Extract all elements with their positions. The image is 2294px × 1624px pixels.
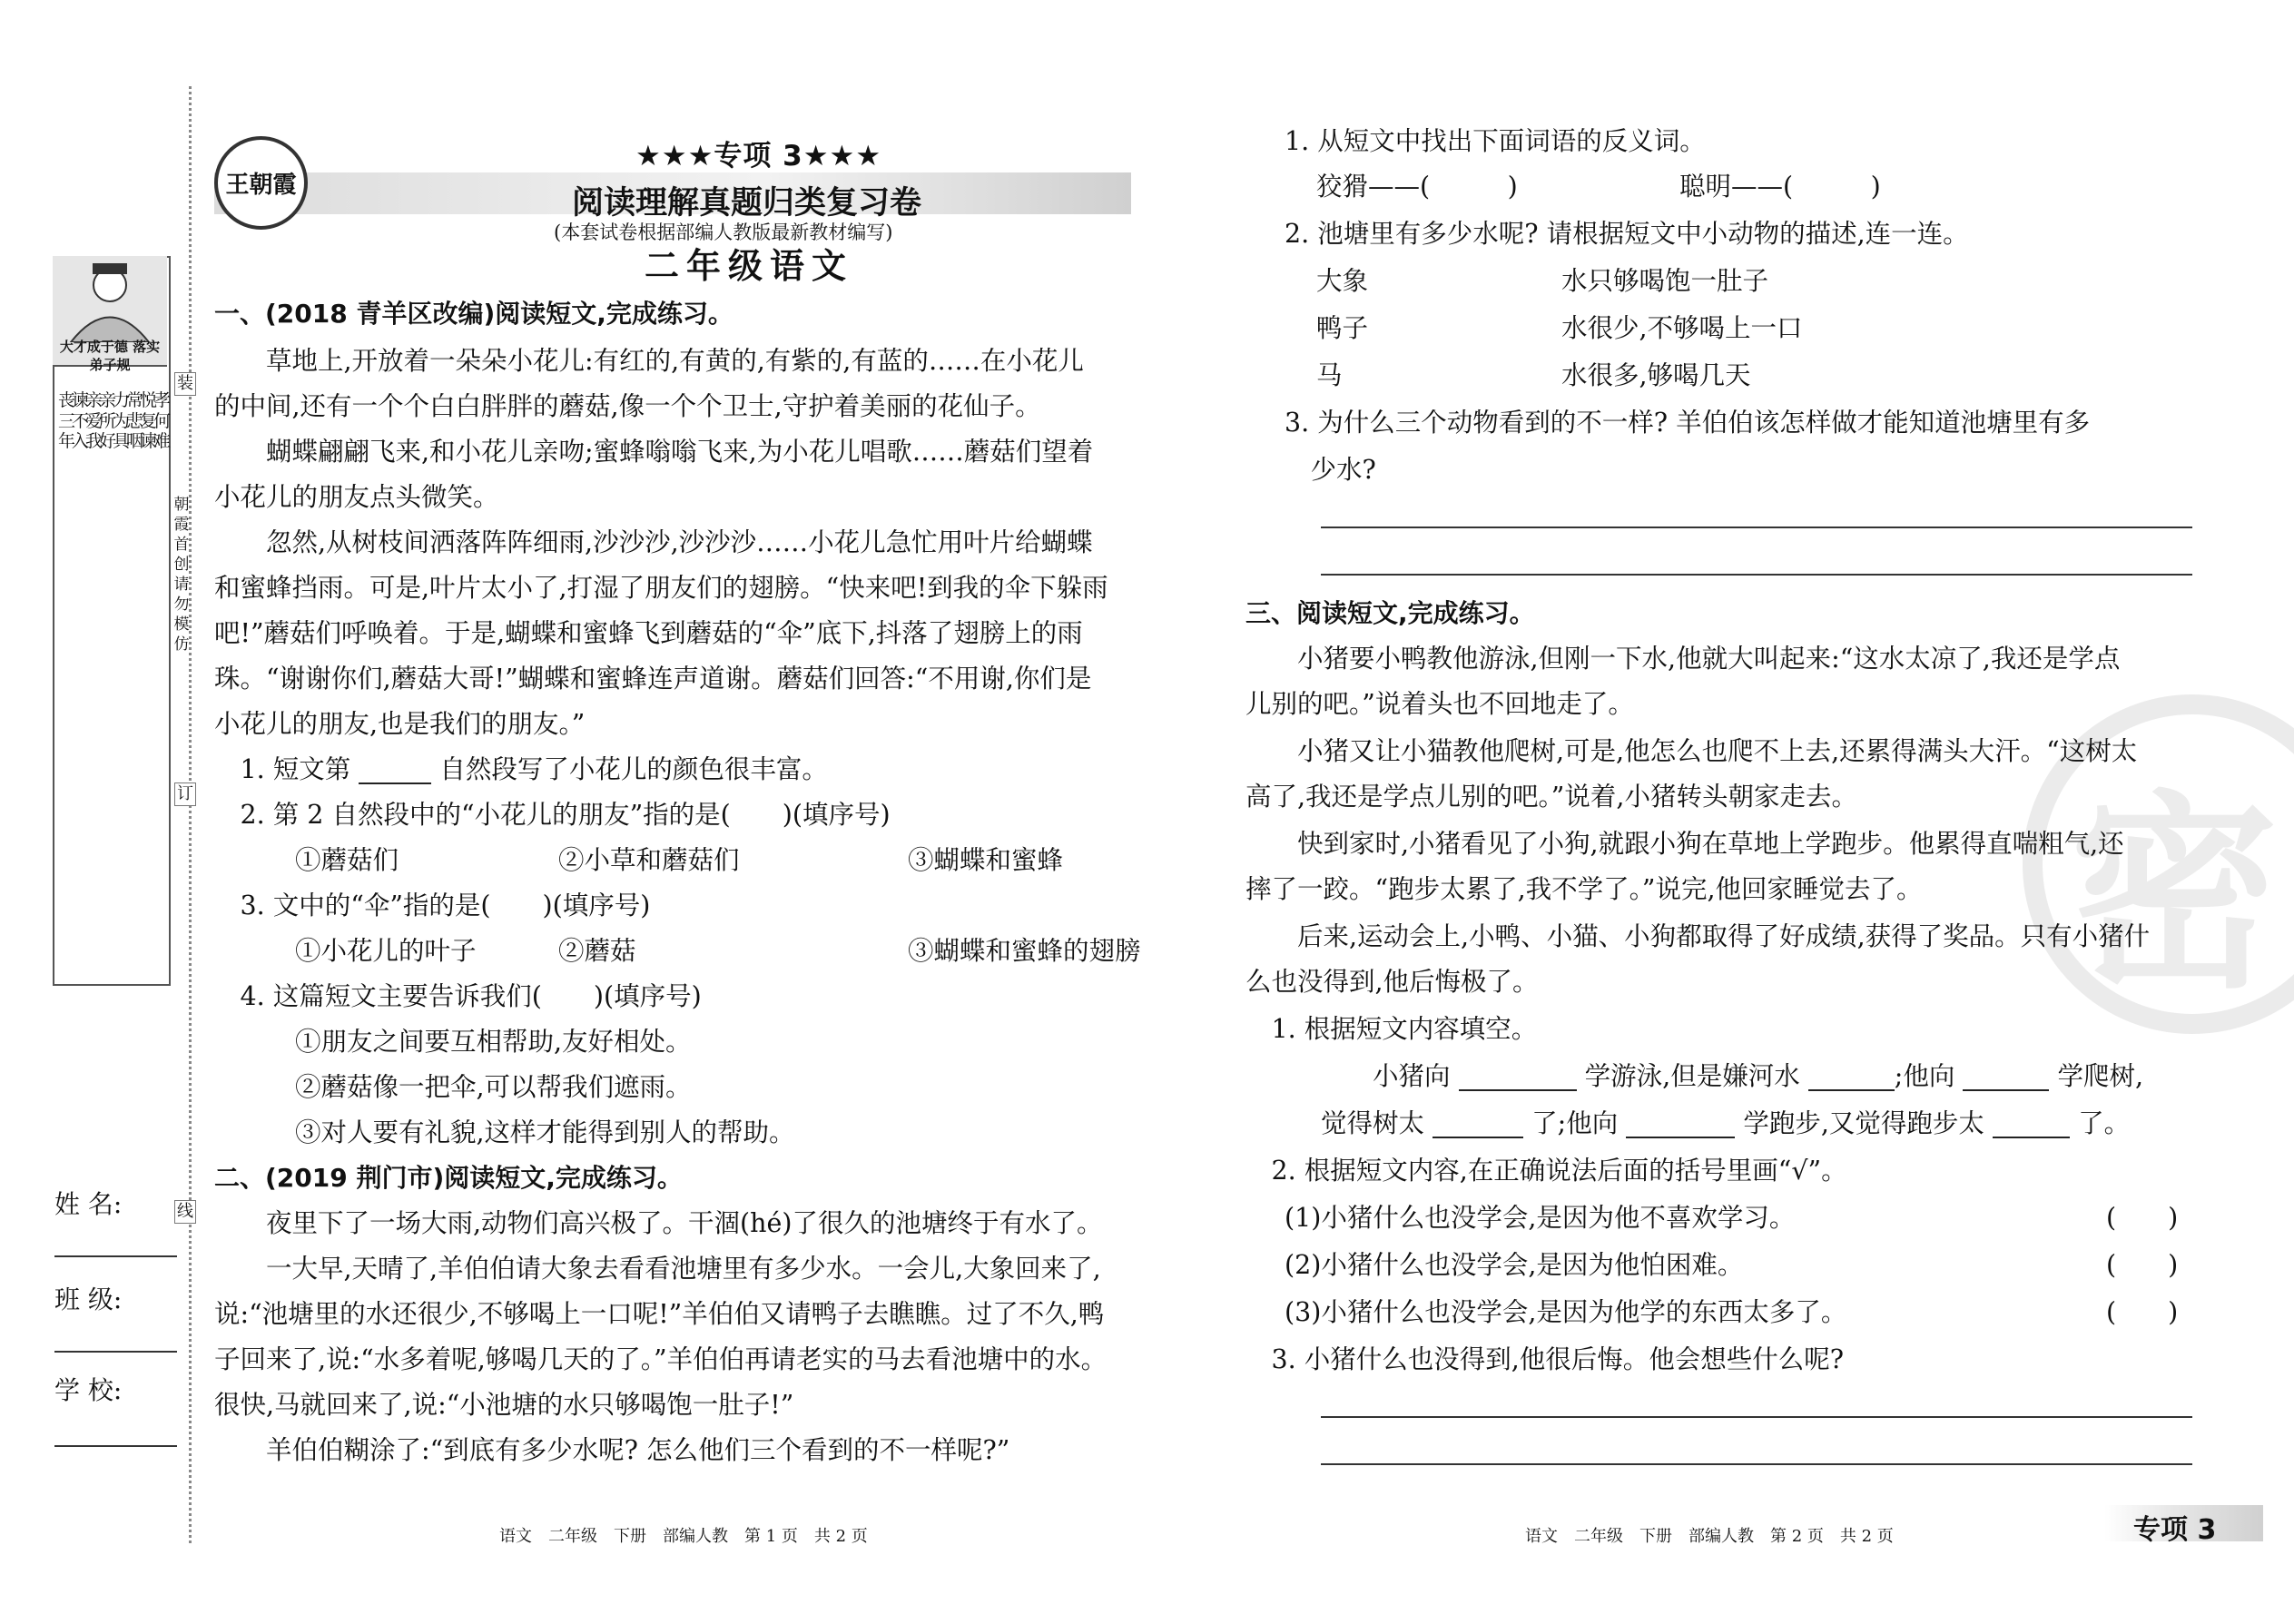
s1-question-2[interactable]: 2. 第 2 自然段中的“小花儿的朋友”指的是( )(填序号)	[214, 800, 891, 830]
s3-fill-text: 了。	[2078, 1108, 2131, 1138]
s3-paragraph-line: 小猪要小鸭教他游泳,但刚一下水,他就大叫起来:“这水太凉了,我还是学点	[1245, 644, 2121, 674]
s3-paragraph-line: 快到家时,小猪看见了小狗,就跟小狗在草地上学跑步。他累得直喘粗气,还	[1245, 829, 2124, 859]
special-title: ★★★专项 3★★★	[635, 140, 882, 172]
proverb-column: 亲所好	[99, 390, 117, 451]
s2-animal[interactable]: 马	[1316, 360, 1343, 390]
main-title: 阅读理解真题归类复习卷	[572, 185, 922, 221]
cut-char-1: 装	[174, 372, 196, 396]
s3-fill-text: 小猪向	[1373, 1061, 1451, 1091]
proverb-column: 孝何难	[153, 390, 172, 451]
s2-q1-item[interactable]: 狡猾——( )	[1316, 172, 1518, 202]
footer-left: 语文 二年级 下册 部编人教 第 1 页 共 2 页	[499, 1527, 868, 1546]
margin-motto: 大才成于德 落实弟子规	[59, 339, 161, 373]
s1-paragraph-line: 和蜜蜂挡雨。可是,叶片太小了,打湿了朋友们的翅膀。“快来吧!到我的伞下躲雨	[214, 573, 1108, 603]
s1-q2-option[interactable]: ③蝴蝶和蜜蜂	[908, 845, 1064, 875]
proverb-column: 亲爱我	[85, 390, 103, 451]
s1-paragraph-line: 小花儿的朋友,也是我们的朋友。”	[214, 709, 586, 739]
s3-q2-statement: (2)小猪什么也没学会,是因为他怕困难。	[1285, 1250, 1744, 1280]
s2-animal[interactable]: 大象	[1316, 266, 1369, 296]
s2-paragraph-line: 一大早,天晴了,羊伯伯请大象去看看池塘里有多少水。一会儿,大象回来了,	[214, 1254, 1101, 1284]
answer-line[interactable]	[1321, 527, 2192, 528]
section3-heading: 三、阅读短文,完成练习。	[1245, 598, 1535, 628]
proverb-column: 丧三年	[58, 390, 76, 451]
s2-question-1: 1. 从短文中找出下面词语的反义词。	[1285, 126, 1706, 156]
s1-q3-option[interactable]: ③蝴蝶和蜜蜂的翅膀	[908, 936, 1141, 966]
s3-fill-text: ;他向	[1894, 1061, 1955, 1091]
s2-question-3-cont: 少水?	[1285, 455, 1376, 485]
cut-line	[189, 86, 192, 1543]
s2-paragraph-line: 夜里下了一场大雨,动物们高兴极了。干涸(hé)了很久的池塘终于有水了。	[214, 1208, 1103, 1238]
s1-question-1	[214, 755, 828, 784]
s3-q2-answer-paren[interactable]: ( )	[2106, 1250, 2179, 1280]
s2-desc[interactable]: 水很少,不够喝上一口	[1561, 313, 1803, 343]
s3-fill-line-1	[1373, 1062, 2143, 1091]
cut-char-2: 订	[174, 782, 196, 806]
s3-fill-blank[interactable]	[1808, 1066, 1895, 1091]
s1-q4-option[interactable]: ①朋友之间要互相帮助,友好相处。	[295, 1027, 692, 1057]
s3-fill-text: 觉得树太	[1321, 1108, 1425, 1138]
school-label: 学 校:	[54, 1375, 123, 1405]
s3-fill-blank[interactable]	[1459, 1066, 1577, 1091]
s3-paragraph-line: 摔了一跤。“跑步太累了,我不学了。”说完,他回家睡觉去了。	[1245, 874, 1923, 904]
s3-q2-statement: (3)小猪什么也没学会,是因为他学的东西太多了。	[1285, 1297, 1847, 1327]
class-field[interactable]	[54, 1351, 177, 1353]
s2-q1-item[interactable]: 聪明——( )	[1679, 172, 1881, 202]
s2-animal[interactable]: 鸭子	[1316, 313, 1369, 343]
footer-tag: 专项 3	[2133, 1514, 2217, 1546]
vertical-note: 朝霞首创 请勿模仿	[173, 496, 190, 654]
s2-desc[interactable]: 水很多,够喝几天	[1561, 360, 1751, 390]
s3-q2-answer-paren[interactable]: ( )	[2106, 1297, 2179, 1327]
s3-fill-blank[interactable]	[1993, 1113, 2070, 1138]
s1-q4-option[interactable]: ③对人要有礼貌,这样才能得到别人的帮助。	[295, 1117, 795, 1147]
s3-question-3: 3. 小猪什么也没得到,他很后悔。他会想些什么呢?	[1245, 1344, 1845, 1374]
s1-question-4[interactable]: 4. 这篇短文主要告诉我们( )(填序号)	[214, 981, 702, 1011]
s1-q3-option[interactable]: ②蘑菇	[558, 936, 636, 966]
s3-q2-statement: (1)小猪什么也没学会,是因为他不喜欢学习。	[1285, 1203, 1796, 1233]
s3-fill-text: 学游泳,但是嫌河水	[1584, 1061, 1800, 1091]
subtitle: (本套试卷根据部编人教版最新教材编写)	[554, 221, 893, 243]
watermark-char: 密	[2070, 774, 2279, 1017]
school-field[interactable]	[54, 1445, 177, 1447]
s3-fill-blank[interactable]	[1963, 1066, 2049, 1091]
s1-paragraph-line: 蝴蝶翩翩飞来,和小花儿亲吻;蜜蜂嗡嗡飞来,为小花儿唱歌……蘑菇们望着	[214, 437, 1094, 467]
s2-paragraph-line: 羊伯伯糊涂了:“到底有多少水呢? 怎么他们三个看到的不一样呢?”	[214, 1435, 1010, 1465]
brand-logo-text: 王朝霞	[225, 172, 297, 199]
s3-paragraph-line: 么也没得到,他后悔极了。	[1245, 967, 1539, 997]
s3-fill-blank[interactable]	[1626, 1113, 1735, 1138]
s3-fill-line-2	[1321, 1109, 2130, 1138]
s1-q1-blank[interactable]	[359, 759, 431, 784]
answer-line[interactable]	[1321, 1416, 2192, 1418]
s2-paragraph-line: 很快,马就回来了,说:“小池塘的水只够喝饱一肚子!”	[214, 1390, 794, 1420]
s1-paragraph-line: 忽然,从树枝间洒落阵阵细雨,沙沙沙,沙沙沙……小花儿急忙用叶片给蝴蝶	[214, 527, 1093, 557]
s1-paragraph-line: 的中间,还有一个个白白胖胖的蘑菇,像一个个卫士,守护着美丽的花仙子。	[214, 391, 1041, 421]
s3-fill-text: 学跑步,又觉得跑步太	[1743, 1108, 1984, 1138]
proverb-column: 常悲咽	[126, 390, 144, 451]
s2-paragraph-line: 说:“池塘里的水还很少,不够喝上一口呢!”羊伯伯又请鸭子去瞧瞧。过了不久,鸭	[214, 1299, 1105, 1329]
s3-fill-blank[interactable]	[1433, 1113, 1523, 1138]
s2-question-3: 3. 为什么三个动物看到的不一样? 羊伯伯该怎样做才能知道池塘里有多	[1285, 408, 2091, 438]
s1-q2-option[interactable]: ②小草和蘑菇们	[558, 845, 740, 875]
name-field[interactable]	[54, 1255, 177, 1257]
s1-q1-text-a: 1. 短文第	[214, 754, 359, 784]
s2-desc[interactable]: 水只够喝饱一肚子	[1561, 266, 1769, 296]
name-label: 姓 名:	[54, 1189, 123, 1219]
scholar-figure-icon	[53, 256, 167, 342]
s2-paragraph-line: 子回来了,说:“水多着呢,够喝几天的了。”羊伯伯再请老实的马去看池塘中的水。	[214, 1344, 1108, 1374]
cut-char-3: 线	[174, 1200, 196, 1224]
s3-fill-text: 学爬树,	[2057, 1061, 2144, 1091]
s3-question-1: 1. 根据短文内容填空。	[1245, 1014, 1538, 1044]
s1-q3-option[interactable]: ①小花儿的叶子	[295, 936, 477, 966]
s1-paragraph-line: 小花儿的朋友点头微笑。	[214, 482, 499, 512]
s3-paragraph-line: 后来,运动会上,小鸭、小猫、小狗都取得了好成绩,获得了奖品。只有小猪什	[1245, 921, 2151, 951]
section1-heading: 一、(2018 青羊区改编)阅读短文,完成练习。	[214, 299, 733, 329]
section2-heading: 二、(2019 荆门市)阅读短文,完成练习。	[214, 1163, 683, 1193]
s3-paragraph-line: 小猪又让小猫教他爬树,可是,他怎么也爬不上去,还累得满头大汗。“这树太	[1245, 736, 2138, 766]
s1-paragraph-line: 吧!”蘑菇们呼唤着。于是,蝴蝶和蜜蜂飞到蘑菇的“伞”底下,抖落了翅膀上的雨	[214, 618, 1083, 648]
grade-title: 二年级语文	[645, 246, 854, 286]
class-label: 班 级:	[54, 1284, 123, 1314]
footer-right: 语文 二年级 下册 部编人教 第 2 页 共 2 页	[1525, 1527, 1894, 1546]
s1-paragraph-line: 珠。“谢谢你们,蘑菇大哥!”蝴蝶和蜜蜂连声道谢。蘑菇们回答:“不用谢,你们是	[214, 664, 1092, 694]
s3-fill-text: 了;他向	[1531, 1108, 1619, 1138]
s1-question-3[interactable]: 3. 文中的“伞”指的是( )(填序号)	[214, 891, 651, 920]
s1-q4-option[interactable]: ②蘑菇像一把伞,可以帮我们遮雨。	[295, 1072, 692, 1102]
proverb-column: 力为具	[113, 390, 131, 451]
answer-line[interactable]	[1321, 1463, 2192, 1465]
proverb-column: 谏不入	[72, 390, 90, 451]
s3-paragraph-line: 儿别的吧。”说着头也不回地走了。	[1245, 689, 1634, 719]
s2-question-2: 2. 池塘里有多少水呢? 请根据短文中小动物的描述,连一连。	[1285, 219, 1969, 249]
proverb-column: 悦复谏	[140, 390, 158, 451]
s1-q1-text-b: 自然段写了小花儿的颜色很丰富。	[431, 754, 828, 784]
s3-paragraph-line: 高了,我还是学点儿别的吧。”说着,小猪转头朝家走去。	[1245, 782, 1857, 812]
s3-q2-answer-paren[interactable]: ( )	[2106, 1203, 2179, 1233]
s1-q2-option[interactable]: ①蘑菇们	[295, 845, 399, 875]
s3-question-2: 2. 根据短文内容,在正确说法后面的括号里画“√”。	[1245, 1156, 1847, 1186]
answer-line[interactable]	[1321, 574, 2192, 576]
s1-paragraph-line: 草地上,开放着一朵朵小花儿:有红的,有黄的,有紫的,有蓝的……在小花儿	[214, 346, 1084, 376]
